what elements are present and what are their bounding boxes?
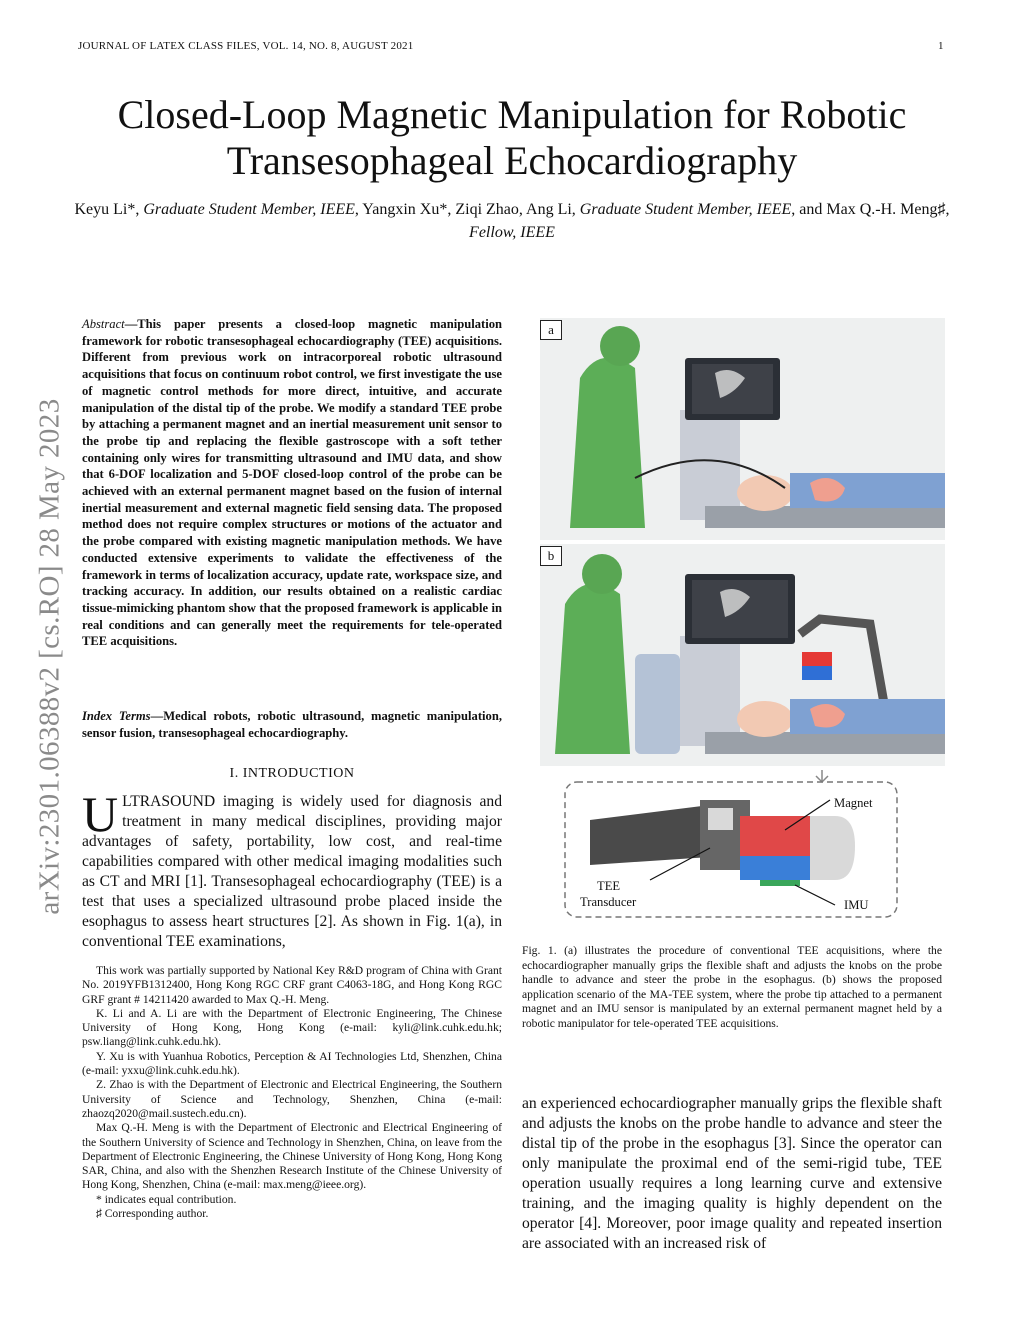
body-text-right: an experienced echocardiographer manually grips the flexible shaft and adjusts the knobs on the probe handle to advance and steer the distal tip of the probe in the esophagus [3]. Since the operator can only manipulate the proximal end of the semi-rigid tube, TEE operation usually requires a long learning curve and extensive training, and the imaging quality is highly dependent on the operator [4]. Moreover, poor image quality and repeated insertion are associated with an increased risk of	[522, 1095, 942, 1252]
paper-title	[60, 92, 964, 184]
footnote: * indicates equal contribution.	[96, 1192, 237, 1206]
figure-panel-a	[540, 318, 945, 540]
abstract	[82, 316, 502, 650]
bed	[705, 732, 945, 754]
panel-b-label: b	[540, 546, 562, 566]
authors-role-a: Graduate Student Member, IEEE	[143, 201, 355, 218]
transducer-label-2: Transducer	[580, 895, 637, 909]
footnote: K. Li and A. Li are with the Department of Electronic Engineering, The Chinese University of Hong Kong, Hong Kong (e-mail: kyli@link.cuhk.edu.hk; psw.liang@link.cuhk.edu.hk).	[82, 1006, 502, 1049]
imu-pointer	[795, 885, 835, 905]
cart	[680, 636, 740, 746]
footnote: Y. Xu is with Yuanhua Robotics, Perception & AI Technologies Ltd, Shenzhen, China (e-mail: yxxu@link.cuhk.edu.hk).	[82, 1049, 502, 1078]
running-header: JOURNAL OF LATEX CLASS FILES, VOL. 14, NO. 8, AUGUST 2021	[78, 40, 414, 52]
arxiv-stamp	[30, 350, 70, 950]
index-terms	[82, 708, 502, 741]
probe-magnet-blue	[740, 856, 810, 880]
probe-cap	[810, 816, 855, 880]
section-heading: I. INTRODUCTION	[229, 766, 355, 781]
page-number: 1	[938, 40, 944, 52]
title-line-2: Transesophageal Echocardiography	[226, 138, 798, 183]
footnote: Z. Zhao is with the Department of Electronic and Electrical Engineering, the Southern University of Science and Technology, Shenzhen, China (e-mail: zhaozq2020@mail.sustech.edu.cn).	[82, 1078, 502, 1120]
index-terms-text: —Medical robots, robotic ultrasound, magnetic manipulation, sensor fusion, transesophageal echocardiography.	[82, 709, 502, 740]
surgeon-head	[600, 326, 640, 366]
intro-paragraph	[82, 786, 502, 952]
index-terms-lead: Index Terms	[82, 709, 151, 723]
transducer-window	[708, 808, 733, 830]
footnotes	[82, 964, 502, 1221]
external-magnet-blue	[802, 666, 832, 680]
figure-caption: Fig. 1. (a) illustrates the procedure of conventional TEE acquisitions, where the echocardiographer manually grips the flexible shaft and adjusts the knobs on the probe handle to advance and steer the probe in the esophagus. (b) shows the proposed application scenario of the MA-TEE system, where the probe tip attached to a permanent magnet and an IMU sensor is manipulated by an external permanent magnet held by a robotic manipulator for tele-operated TEE acquisitions.	[522, 944, 942, 1030]
footnote: This work was partially supported by National Key R&D program of China with Grant No. 2019YFB1312400, Hong Kong RGC CRF grant C4063-18G, and Hong Kong RGC GRF grant # 14211420 awarded to Max Q.-H. Meng.	[82, 964, 502, 1006]
cart	[680, 410, 740, 520]
probe-magnet	[740, 816, 810, 856]
authors-part-b: , Yangxin Xu*, Ziqi Zhao, Ang Li,	[354, 201, 580, 218]
imu-board	[760, 880, 800, 886]
control-console	[635, 654, 680, 754]
footnote: Max Q.-H. Meng is with the Department of Electronic and Electrical Engineering of the Southern University of Science and Technology in Shenzhen, China, on leave from the Department of Electronic Engineering, the Chinese University of Hong Kong, Hong Kong SAR, China, and also with the Shenzhen Research Institute of the Chinese University of Hong Kong, Shenzhen, China (e-mail: max.meng@ieee.org).	[82, 1121, 502, 1192]
surgeon-body	[570, 358, 645, 528]
surgeon-head	[582, 554, 622, 594]
authors-role-c: Fellow, IEEE	[469, 224, 555, 241]
footnote: ♯ Corresponding author.	[96, 1207, 209, 1221]
bed	[705, 506, 945, 528]
panel-a-label: a	[540, 320, 562, 340]
dropcap: U	[82, 786, 119, 842]
patient-head	[737, 701, 793, 737]
down-arrow-icon	[816, 770, 828, 782]
magnet-label: Magnet	[834, 796, 873, 810]
panel-b-illustration	[540, 544, 945, 766]
transducer-label-1: TEE	[597, 879, 621, 893]
patient-head	[737, 475, 793, 511]
authors-part-c: , and Max Q.-H. Meng♯,	[791, 201, 950, 218]
figure-panel-b	[540, 544, 945, 766]
imu-label: IMU	[844, 898, 869, 912]
authors-role-b: Graduate Student Member, IEEE	[579, 201, 792, 218]
external-magnet-red	[802, 652, 832, 666]
authors-part-a: Keyu Li*,	[74, 201, 144, 218]
panel-a-illustration	[540, 318, 945, 540]
title-line-1: Closed-Loop Magnetic Manipulation for Robotic	[117, 92, 907, 137]
monitor-screen	[692, 580, 788, 638]
author-list	[70, 198, 954, 244]
intro-text: LTRASOUND imaging is widely used for diagnosis and treatment in many medical disciplines, providing major advantages of safety, portability, low cost, and real-time capabilities compared with other medical imaging modalities such as CT and MRI [1]. Transesophageal echocardiography (TEE) is a test that uses a specialized ultrasound probe placed inside the esophagus to assess heart structures [2]. As shown in Fig. 1(a), in conventional TEE examinations,	[82, 793, 502, 950]
abstract-lead: Abstract	[82, 317, 125, 331]
arxiv-id: arXiv:2301.06388v2 [cs.RO] 28 May 2023	[33, 398, 66, 915]
surgeon-body	[555, 584, 630, 754]
abstract-text: —This paper presents a closed-loop magnetic manipulation framework for robotic transesophageal echocardiography (TEE) acquisitions. Different from previous work on intracorporeal robotic ultrasound acquisitions that focus on continuum robot control, we first investigate the use of magnetic control methods for more direct, intuitive, and accurate manipulation of the distal tip of the probe. We modify a standard TEE probe by attaching a permanent magnet and an inertial measurement unit sensor to the probe tip and replacing the flexible gastroscope with a soft tether containing only wires for transmitting ultrasound and IMU data, and show that 6-DOF localization and 5-DOF closed-loop control of the probe can be achieved with an external permanent magnet based on the fusion of internal inertial measurement and external magnetic field sensing data. The proposed method does not require complex structures or motions of the actuator and the probe compared with existing magnetic manipulation methods. We have conducted extensive experiments to validate the effectiveness of the framework in terms of localization accuracy, update rate, workspace size, and tracking accuracy. In addition, our results obtained on a realistic cardiac tissue-mimicking phantom show that the proposed framework is applicable in real conditions and can generally meet the requirements for tele-operated TEE acquisitions.	[82, 317, 502, 649]
